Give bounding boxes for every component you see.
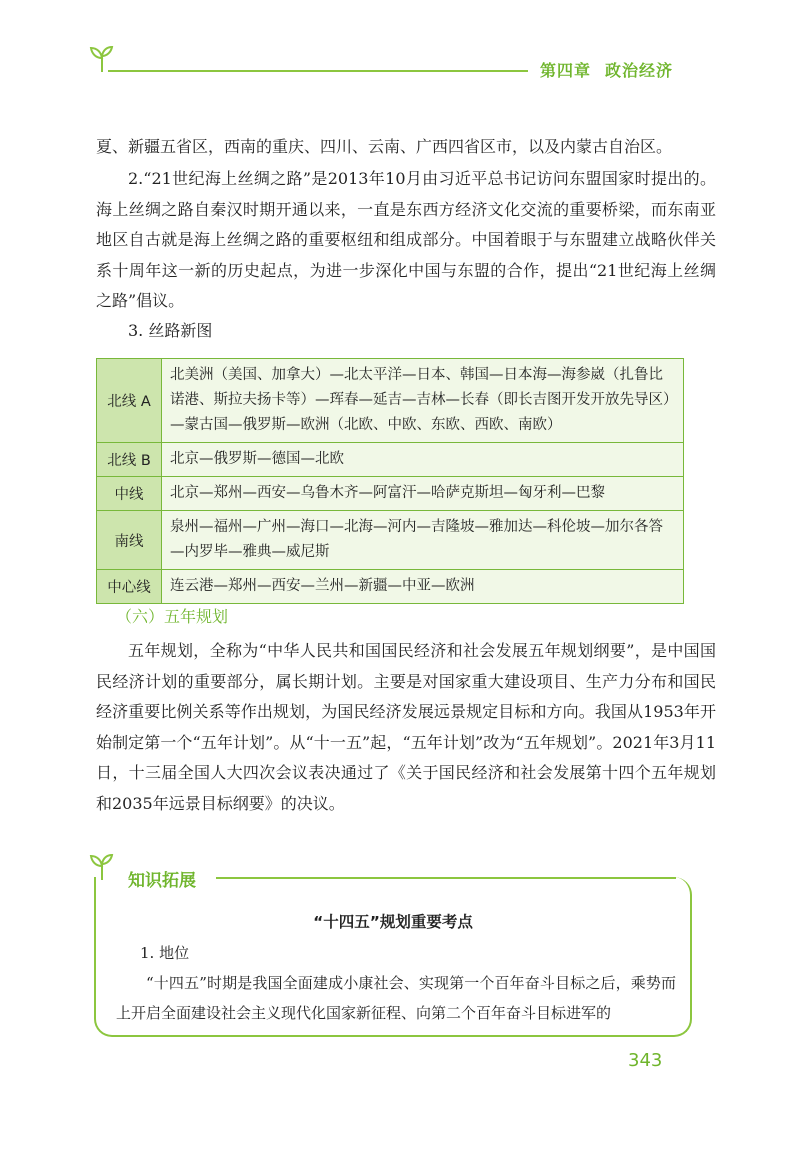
section-heading-five-year-plan: （六）五年规划 <box>116 607 229 626</box>
chapter-header <box>540 58 687 81</box>
silk-road-routes-table <box>96 358 684 604</box>
route-path: 北京—俄罗斯—德国—北欧 <box>162 443 684 477</box>
table-row <box>97 477 684 511</box>
paragraph-five-year-plan: 五年规划，全称为“中华人民共和国国民经济和社会发展五年规划纲要”，是中国国民经济计划的重要部分，属长期计划。主要是对国家重大建设项目、生产力分布和国民经济重要比例关系等作出规划，为国民经济发展远景规定目标和方向。我国从1953年开始制定第一个“五年计划”。从“十一五”起，“五年计划”改为“五年规划”。2021年3月11日，十三届全国人大四次会议表决通过了《关于国民经济和社会发展第十四个五年规划和2035年远景目标纲要》的决议。 <box>96 641 716 813</box>
route-label: 北线 A <box>97 359 162 443</box>
table-row <box>97 443 684 477</box>
route-path: 北京—郑州—西安—乌鲁木齐—阿富汗—哈萨克斯坦—匈牙利—巴黎 <box>162 477 684 511</box>
paragraph-silk-road-map-heading: 3. 丝路新图 <box>128 321 213 340</box>
knowledge-text: “十四五”时期是我国全面建成小康社会、实现第一个百年奋斗目标之后，乘势而上开启全面建设社会主义现代化国家新征程、向第二个百年奋斗目标进军的 <box>116 974 676 1022</box>
knowledge-extension-title: 知识拓展 <box>128 871 196 891</box>
knowledge-heading: “十四五”规划重要考点 <box>313 913 473 931</box>
route-label: 南线 <box>97 511 162 570</box>
table-row <box>97 570 684 604</box>
route-label: 中线 <box>97 477 162 511</box>
page-number: 343 <box>628 1050 663 1071</box>
paragraph-1: 夏、新疆五省区，西南的重庆、四川、云南、广西四省区市，以及内蒙古自治区。 <box>96 137 673 156</box>
route-label: 中心线 <box>97 570 162 604</box>
chapter-title: 政治经济 <box>605 61 674 80</box>
route-path: 连云港—郑州—西安—兰州—新疆—中亚—欧洲 <box>162 570 684 604</box>
header-rule <box>108 70 528 72</box>
chapter-number: 第四章 <box>540 61 592 80</box>
route-path: 泉州—福州—广州—海口—北海—河内—吉隆坡—雅加达—科伦坡—加尔各答—内罗毕—雅典—威尼斯 <box>162 511 684 570</box>
table-row <box>97 359 684 443</box>
route-label: 北线 B <box>97 443 162 477</box>
paragraph-maritime-silk-road: 2.“21世纪海上丝绸之路”是2013年10月由习近平总书记访问东盟国家时提出的。海上丝绸之路自秦汉时期开通以来，一直是东西方经济文化交流的重要桥梁，而东南亚地区自古就是海上丝绸之路的重要枢纽和组成部分。中国着眼于与东盟建立战略伙伴关系十周年这一新的历史起点，为进一步深化中国与东盟的合作，提出“21世纪海上丝绸之路”倡议。 <box>96 169 716 310</box>
knowledge-subheading: 1. 地位 <box>140 944 190 962</box>
table-row <box>97 511 684 570</box>
route-path: 北美洲（美国、加拿大）—北太平洋—日本、韩国—日本海—海参崴（扎鲁比诺港、斯拉夫扬卡等）—珲春—延吉—吉林—长春（即长吉图开发开放先导区）—蒙古国—俄罗斯—欧洲（北欧、中欧、东欧、西欧、南欧） <box>162 359 684 443</box>
